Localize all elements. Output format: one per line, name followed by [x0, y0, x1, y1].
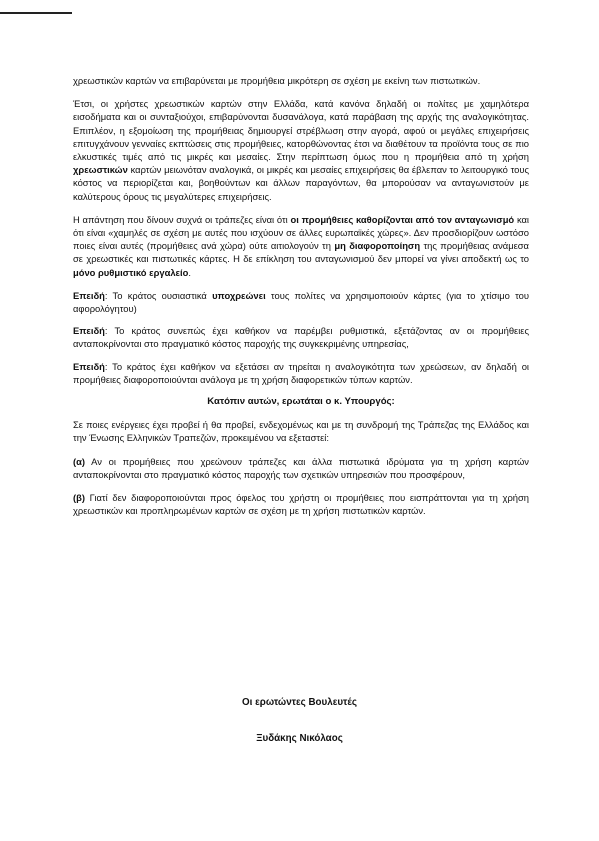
signature-title: Οι ερωτώντες Βουλευτές: [242, 697, 357, 708]
text-run: τους πολίτες να χρησιμοποιούν κάρτες (για το χτίσιμο του αφορολόγητου): [73, 289, 530, 315]
question-text: Γιατί δεν διαφοροποιούνται προς όφελος του χρήστη οι προμήθειες που εισπράττονται για τη χρήση χρεωστικών και προπληρωμένων καρτών σε σχέση με τη χρήση πιστωτικών καρτών.: [73, 492, 529, 517]
paragraph-question-intro: Σε ποιες ενέργειες έχει προβεί ή θα προβεί, ενδεχομένως και με τη συνδρομή της Τράπεζας της Ελλάδος και την Ένωσης Ελληνικών Τραπεζών, προκειμένου να εξεταστεί:: [73, 419, 529, 444]
text-run: καρτών μειωνόταν αναλογικά, οι μικρές και μεσαίες επιχειρήσεις θα έβλεπαν το λειτουργικό τους κόστος να περιορίζεται και, βοηθούντων και άλλων παραγόντων, θα μπορούσαν να ανταγωνιστούν με καλύτερους όρους τις μεγαλύτερες επιχειρήσεις.: [73, 164, 529, 202]
question-item: [73, 455, 529, 481]
text-run: : Το κράτος έχει καθήκον να εξετάσει αν τηρείται η αναλογικότητα των χρεώσεων, αν δηλαδή οι προμήθειες διαφοροποιούνται ανάλογα με τη χρήση διαφορετικών τύπων καρτών.: [73, 360, 529, 385]
paragraph-intro-continuation: χρεωστικών καρτών να επιβαρύνεται με προμήθεια μικρότερη σε σχέση με εκείνη των πιστωτικών.: [73, 75, 481, 86]
whereas-clause: [73, 360, 529, 386]
text-run: : Το κράτος ουσιαστικά: [104, 289, 213, 301]
scan-edge-mark: [0, 12, 72, 14]
whereas-clause: [73, 324, 529, 350]
whereas-lead: Επειδή: [73, 289, 105, 301]
paragraph-debit-card-users: [73, 97, 529, 203]
question-label: (β): [73, 492, 85, 504]
text-run: Έτσι, οι χρήστες χρεωστικών καρτών στην Ελλάδα, κατά κανόνα δηλαδή οι πολίτες με χαμηλότερα εισοδήματα και οι συνταξιούχοι, επιβαρύνονται δυσανάλογα, κατά παράβαση της αρχής της αναλογικότητας. Επιπλέον, η εξομοίωση της προμήθειας δημιουργεί στρέβλωση στην αγορά, αφού οι μεγάλες επιχειρήσεις επιτυγχάνουν γενναίες εκπτώσεις στις προμήθειες, κατορθώνοντας έτσι να διαθέτουν τα προϊόντα τους σε πιο ελκυστικές τιμές από τις μικρές και μεσαίες. Στην περίπτωση όμως που η προμήθεια από τη χρήση: [73, 98, 529, 163]
question-item: [73, 491, 529, 517]
bold-text: μη διαφοροποίηση: [334, 240, 421, 252]
document-body: [73, 74, 529, 527]
text-run: της προμήθειας ανάμεσα σε χρεωστικές και πιστωτικές κάρτες. Η δε επίκληση του ανταγωνισμού δεν μπορεί να γίνει αποδεκτή ως το: [73, 240, 529, 265]
text-run: .: [188, 266, 191, 278]
bold-text: υποχρεώνει: [212, 289, 266, 301]
bold-text: οι προμήθειες καθορίζονται από τον ανταγωνισμό: [290, 213, 515, 225]
whereas-lead: Επειδή: [73, 360, 105, 372]
whereas-lead: Επειδή: [73, 325, 105, 337]
text-run: και ότι είναι «χαμηλές σε σχέση με αυτές που ισχύουν σε άλλες ευρωπαϊκές χώρες». Δεν προσδιορίζουν ωστόσο ποιες είναι αυτές (προμήθειες ανά χώρα) ούτε αιτιολογούν τη: [73, 213, 530, 252]
signature-name: Ξυδάκης Νικόλαος: [256, 733, 343, 744]
text-run: Η απάντηση που δίνουν συχνά οι τράπεζες είναι ότι: [73, 213, 288, 225]
bold-text: χρεωστικών: [73, 164, 128, 176]
text-run: : Το κράτος συνεπώς έχει καθήκον να παρέμβει ρυθμιστικά, εξετάζοντας αν οι προμήθειες ανταποκρίνονται στο πραγματικό κόστος παροχής της συγκεκριμένης υπηρεσίας,: [73, 325, 529, 350]
question-heading: Κατόπιν αυτών, ερωτάται ο κ. Υπουργός:: [207, 396, 395, 408]
paragraph-banks-answer: [73, 213, 529, 279]
bold-text: μόνο ρυθμιστικό εργαλείο: [73, 266, 189, 278]
whereas-clause: [73, 289, 529, 315]
question-text: Αν οι προμήθειες που χρεώνουν τράπεζες και άλλα πιστωτικά ιδρύματα για τη χρήση καρτών ανταποκρίνονται στο πραγματικό κόστος παροχής των σχετικών υπηρεσιών που προσφέρουν,: [73, 455, 529, 480]
question-label: (α): [73, 455, 86, 467]
